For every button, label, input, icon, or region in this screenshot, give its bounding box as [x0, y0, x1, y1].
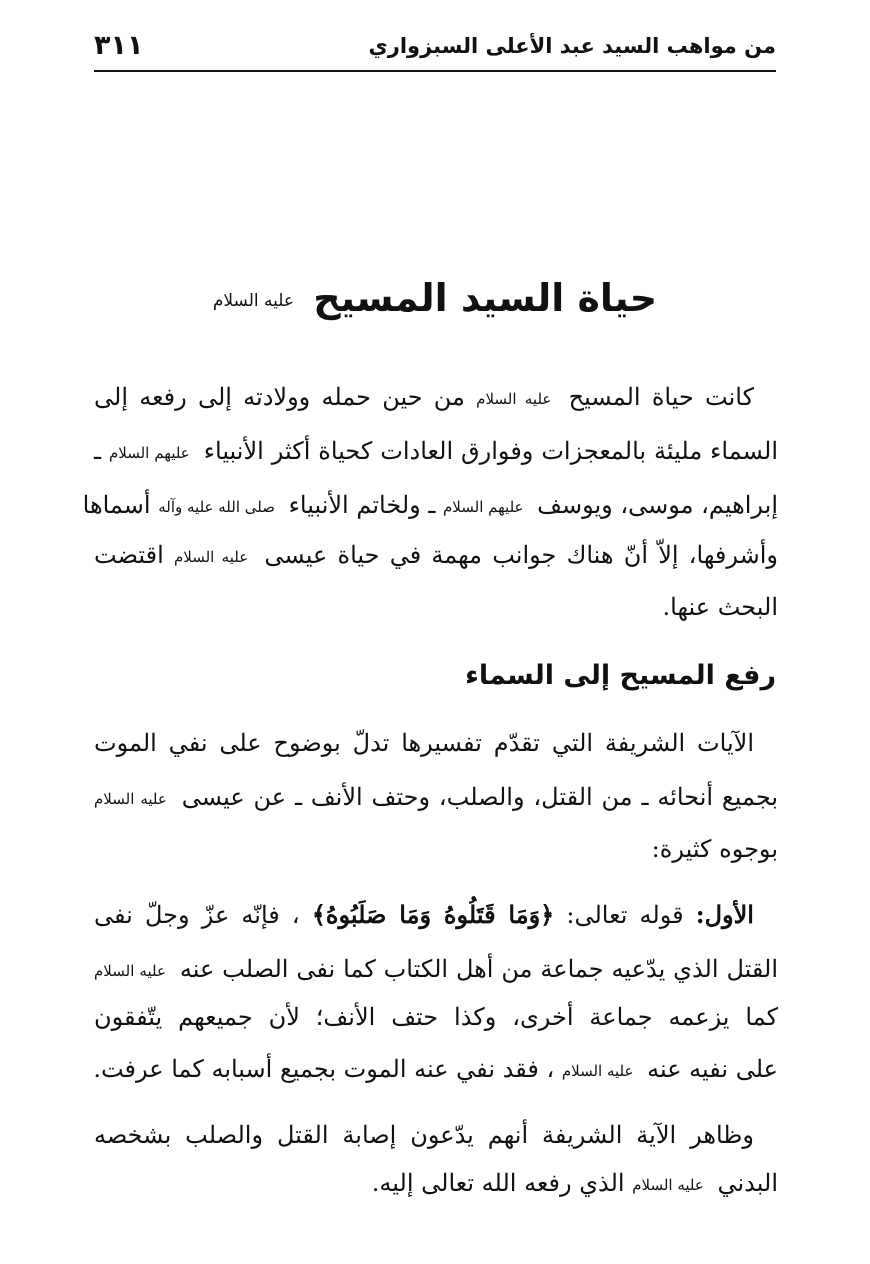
text-run: قوله تعالى: — [566, 901, 684, 929]
running-title: من مواهب السيد عبد الأعلى السبزواري — [368, 34, 776, 58]
paragraph-1-line-2 — [94, 436, 778, 468]
text-run: الآيات الشريفة التي تقدّم تفسيرها تدلّ بوضوح على نفي الموت — [94, 729, 754, 757]
honorific-glyph: عليه السلام — [94, 789, 167, 808]
paragraph-3-line-2 — [94, 954, 778, 986]
text-run: ـ ولخاتم الأنبياء — [288, 491, 436, 519]
text-run: السماء مليئة بالمعجزات وفوارق العادات كحياة أكثر الأنبياء — [203, 437, 778, 465]
paragraph-3-line-1 — [94, 900, 778, 930]
honorific-glyph: عليه السلام — [173, 547, 249, 566]
chapter-title-text: حياة السيد المسيح — [313, 276, 658, 320]
paragraph-2-line-3: بوجوه كثيرة: — [651, 835, 778, 863]
honorific-glyph: عليه السلام — [94, 961, 166, 980]
paragraph-4-line-1 — [94, 1120, 778, 1150]
quran-verse: ﴿وَمَا قَتَلُوهُ وَمَا صَلَبُوهُ﴾ — [311, 900, 555, 929]
text-run: وظاهر الآية الشريفة أنهم يدّعون إصابة القتل والصلب بشخصه — [94, 1121, 754, 1149]
honorific-glyph: عليه السلام — [632, 1175, 704, 1194]
chapter-title — [0, 276, 870, 320]
paragraph-1-line-3 — [82, 490, 778, 522]
paragraph-1-line-5: البحث عنها. — [662, 593, 778, 621]
text-run: كانت حياة المسيح — [568, 383, 754, 411]
honorific-glyph: عليه السلام — [561, 1061, 634, 1080]
text-run: ، فإنّه عزّ وجلّ نفى — [94, 901, 300, 929]
honorific-glyph: عليه السلام — [476, 389, 552, 408]
honorific-glyph: عليه السلام — [212, 290, 295, 311]
running-header — [94, 30, 776, 72]
paragraph-1-line-4 — [94, 540, 778, 572]
page-number: ٣١١ — [94, 30, 144, 61]
text-run: ، فقد نفي عنه الموت بجميع أسبابه كما عرفت. — [93, 1055, 555, 1083]
text-run: ـ — [94, 437, 102, 465]
honorific-glyph: صلى الله عليه وآله — [158, 497, 275, 516]
honorific-glyph: عليهم السلام — [108, 443, 190, 462]
paragraph-1-line-1 — [94, 382, 778, 414]
honorific-glyph: عليهم السلام — [443, 497, 524, 516]
text-run: اقتضت — [94, 541, 164, 569]
section-heading: رفع المسيح إلى السماء — [465, 660, 776, 691]
text-run: البدني — [717, 1169, 778, 1197]
text-run: القتل الذي يدّعيه جماعة من أهل الكتاب كما نفى الصلب عنه — [179, 955, 778, 983]
text-run: الذي رفعه الله تعالى إليه. — [371, 1169, 625, 1197]
paragraph-2-line-1 — [94, 728, 778, 758]
text-run: وأشرفها، إلاّ أنّ هناك جوانب مهمة في حياة عيسى — [264, 541, 778, 569]
paragraph-3-line-3: كما يزعمه جماعة أخرى، وكذا حتف الأنف؛ لأن جميعهم يتّفقون — [94, 1003, 778, 1031]
text-run: إبراهيم، موسى، ويوسف — [537, 491, 778, 519]
paragraph-2-line-2 — [94, 782, 778, 814]
paragraph-3-line-4 — [94, 1054, 778, 1086]
paragraph-4-line-2 — [94, 1168, 778, 1200]
text-run: على نفيه عنه — [647, 1055, 778, 1083]
text-run: من حين حمله وولادته إلى رفعه إلى — [94, 383, 465, 411]
text-run: بجميع أنحائه ـ من القتل، والصلب، وحتف الأنف ـ عن عيسى — [181, 783, 778, 811]
lead-label: الأول: — [695, 900, 754, 929]
text-run: أسماها — [82, 491, 151, 519]
